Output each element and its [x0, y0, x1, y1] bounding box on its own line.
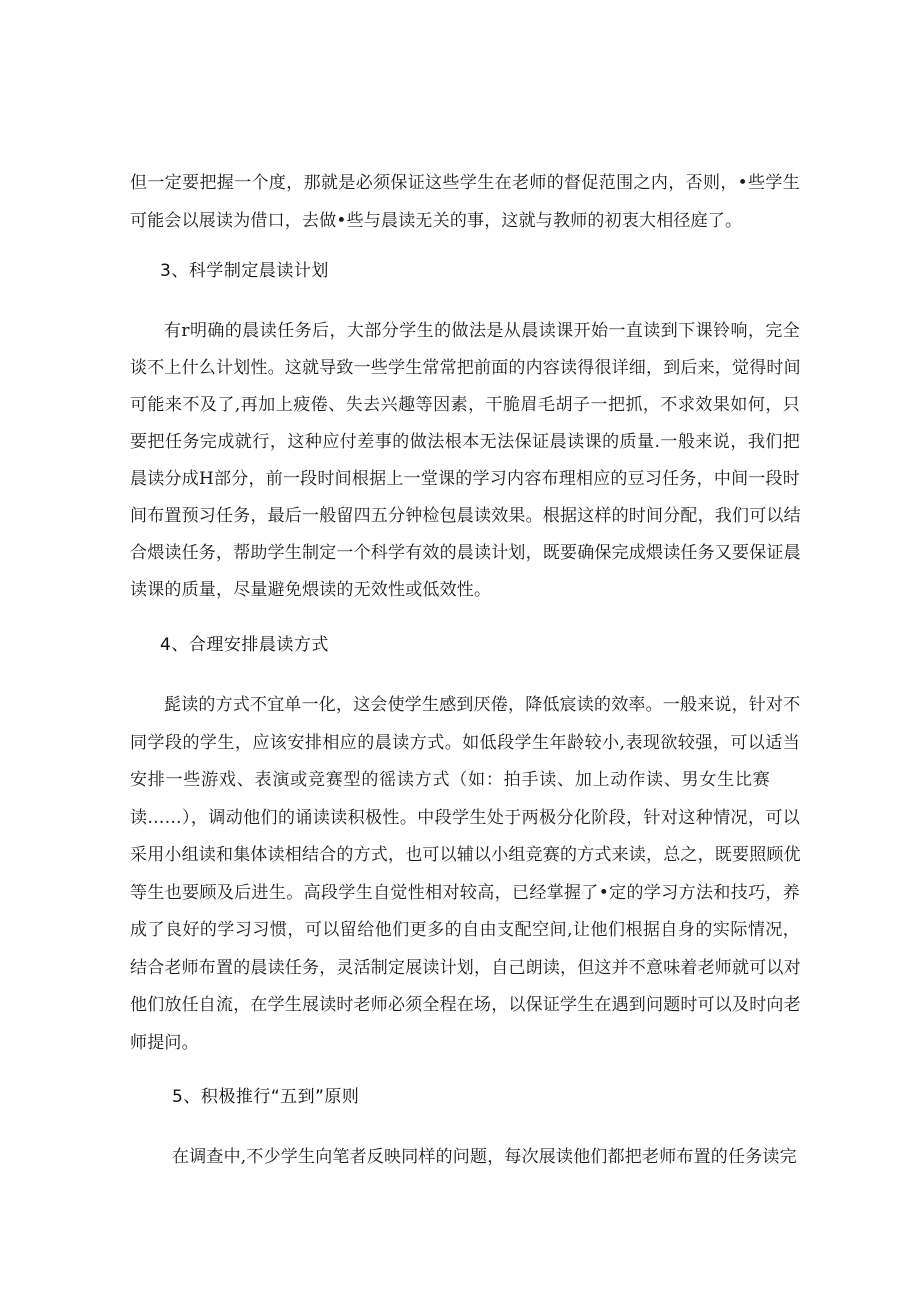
section-4-line: 师提问。 [130, 1033, 199, 1053]
section-4-line: 结合老师布置的晨读任务，灵活制定展读计划，自己朗读，但这并不意味着老师就可以对 [130, 958, 801, 978]
section-4-line: 安排一些游戏、表演或竞赛型的徭读方式（如：拍手读、加上动作读、男女生比赛 [130, 770, 770, 790]
section-4-line: 读……），调动他们的诵读读积极性。中段学生处于两极分化阶段，针对这种情况，可以 [130, 808, 800, 828]
section-5-line: 在调查中,不少学生向笔者反映同样的问题，每次展读他们都把老师布置的任务读完 [172, 1147, 797, 1167]
section-3-line: 间布置预习任务，最后一般留四五分钟检包晨读效果。根据这样的时间分配，我们可以结 [130, 506, 801, 526]
section-4-line: 同学段的学生，应该安排相应的晨读方式。如低段学生年龄较小,表现欲较强，可以适当 [130, 733, 800, 753]
section-3-line: 读课的质量，尽量避免煨读的无效性或低效性。 [130, 580, 492, 600]
section-4-heading: 4、合理安排晨读方式 [160, 635, 329, 655]
section-4-line: 成了良好的学习习惯，可以留给他们更多的自由支配空间,让他们根据自身的实际情况， [130, 920, 800, 940]
section-3-heading: 3、科学制定晨读计划 [160, 261, 329, 281]
section-4-line: 髭读的方式不宜单一化，这会使学生感到厌倦，降低宸读的效率。一般来说，针对不 [164, 695, 801, 715]
intro-line-1: 但一定要把握一个度，那就是必须保证这些学生在老师的督促范围之内，否则，•些学生 [130, 173, 800, 193]
section-3-line: 谈不上什么计划性。这就导致一些学生常常把前面的内容读得很详细，到后来，觉得时间 [130, 358, 801, 378]
section-3-line: 可能来不及了,再加上疲倦、失去兴趣等因素，干脆眉毛胡子一把抓，不求效果如何，只 [130, 395, 800, 415]
section-4-line: 等生也要顾及后进生。高段学生自觉性相对较高，已经掌握了•定的学习方法和技巧，养 [130, 883, 800, 903]
section-3-line: 合煨读任务，帮助学生制定一个科学有效的晨读计划，既要确保完成煨读任务又要保证晨 [130, 543, 801, 563]
section-3-line: 要把任务完成就行，这种应付差事的做法根本无法保证晨读课的质量.一般来说，我们把 [130, 432, 800, 452]
section-3-line: 有r明确的晨读任务后，大部分学生的做法是从晨读课开始一直读到下课铃响，完全 [164, 321, 800, 341]
section-4-line: 他们放任自流，在学生展读时老师必须全程在场，以保证学生在遇到问题时可以及时向老 [130, 995, 801, 1015]
section-5-heading: 5、积极推行“五到”原则 [172, 1087, 360, 1107]
intro-line-2: 可能会以展读为借口，去做•些与晨读无关的事，这就与教师的初衷大相径庭了。 [130, 211, 743, 231]
section-4-line: 采用小组读和集体读相结合的方式，也可以辅以小组竞赛的方式来读，总之，既要照顾优 [130, 845, 801, 865]
section-3-line: 晨读分成H部分，前一段时间根据上一堂课的学习内容布理相应的豆习任务，中间一段时 [130, 469, 800, 489]
